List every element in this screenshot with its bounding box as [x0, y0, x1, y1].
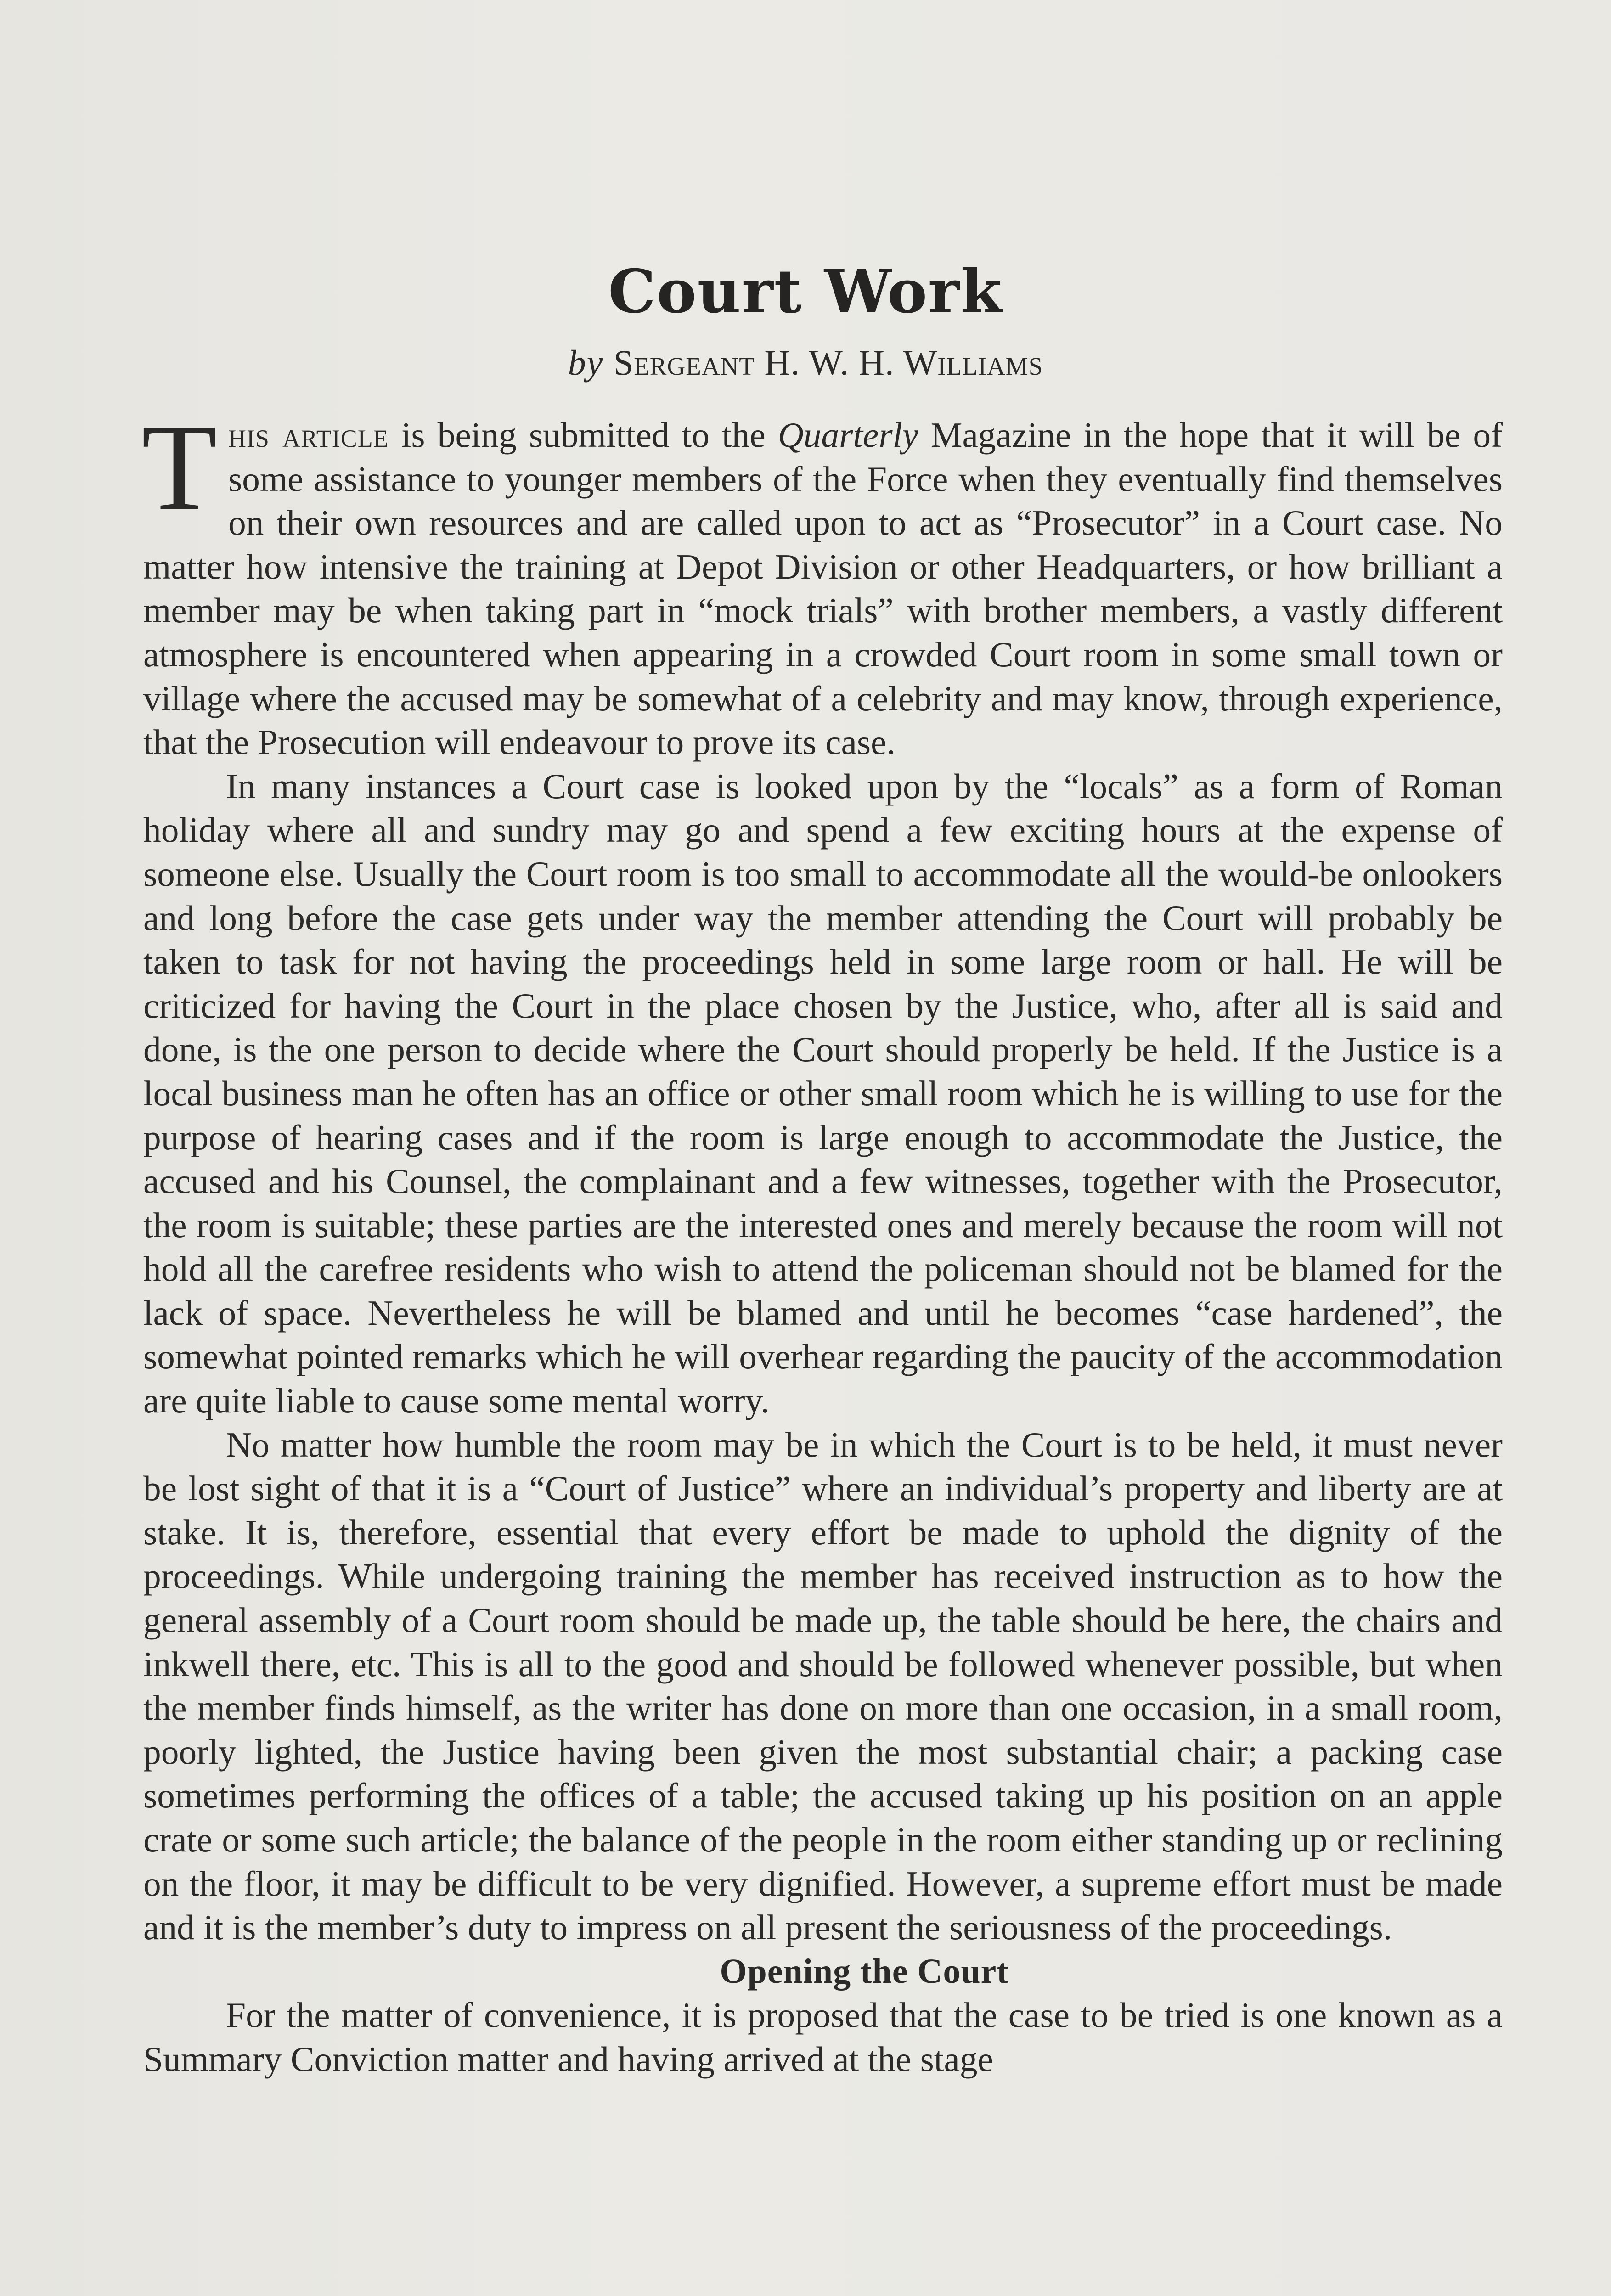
section-heading: Opening the Court — [720, 1952, 1009, 1991]
article-title: Court Work — [608, 256, 1003, 326]
article-byline — [0, 342, 1611, 383]
magazine-name: Quarterly — [777, 415, 918, 455]
opening-words: his article — [228, 415, 389, 455]
paragraph-1-text-a: is being submitted to the — [389, 415, 778, 455]
drop-cap: T — [141, 399, 217, 536]
paragraph-1-text-b: Magazine in the hope that it will be of some assistance to younger members of the Force when they eventually find themselves on their own resources and are called upon to act as “Prosecutor” in a Court case. No matter how intensive the training at Depot Division or other Headquarters, or how brilliant a member may be when taking part in “mock trials” with brother members, a vastly different atmosphere is encountered when appearing in a crowded Court room in some small town or village where the accused may be somewhat of a celebrity and may know, through experience, that the Prosecution will endeavour to prove its case. — [143, 415, 1503, 762]
byline-prefix: by — [568, 343, 604, 383]
byline-author: Sergeant H. W. H. Williams — [613, 343, 1043, 383]
article-body — [141, 399, 1503, 2082]
paragraph-4: For the matter of convenience, it is proposed that the case to be tried is one known as a Summary Conviction matter and having arrived at the stage — [143, 1995, 1503, 2079]
paragraph-3: No matter how humble the room may be in which the Court is to be held, it must never be lost sight of that it is a “Court of Justice” where an individual’s property and liberty are at stake. It is, therefore, essential that every effort be made to uphold the dignity of the proceedings. While undergoing training the member has received instruction as to how the general assembly of a Court room should be made up, the table should be here, the chairs and inkwell there, etc. This is all to the good and should be followed whenever possible, but when the member finds himself, as the writer has done on more than one occasion, in a small room, poorly lighted, the Justice having been given the most substantial chair; a packing case sometimes performing the offices of a table; the accused taking up his position on an apple crate or some such article; the balance of the people in the room either standing up or reclining on the floor, it may be difficult to be very dignified. However, a supreme effort must be made and it is the member’s duty to impress on all present the seriousness of the proceedings. — [143, 1424, 1503, 1947]
paragraph-1 — [141, 399, 1503, 765]
paragraph-2: In many instances a Court case is looked upon by the “locals” as a form of Roman holiday where all and sundry may go and spend a few exciting hours at the expense of someone else. Usually the Court room is too small to accommodate all the would-be onlookers and long before the case gets under way the member attending the Court will probably be taken to task for not having the proceedings held in some large room or hall. He will be criticized for having the Court in the place chosen by the Justice, who, after all is said and done, is the one person to decide where the Court should properly be held. If the Justice is a local business man he often has an office or other small room which he is willing to use for the purpose of hearing cases and if the room is large enough to accommodate the Justice, the accused and his Counsel, the complainant and a few witnesses, together with the Prosecutor, the room is suitable; these parties are the interested ones and merely because the room will not hold all the carefree residents who wish to attend the policeman should not be blamed for the lack of space. Nevertheless he will be blamed and until he becomes “case hardened”, the somewhat pointed remarks which he will overhear regarding the paucity of the accommodation are quite liable to cause some mental worry. — [143, 766, 1503, 1421]
